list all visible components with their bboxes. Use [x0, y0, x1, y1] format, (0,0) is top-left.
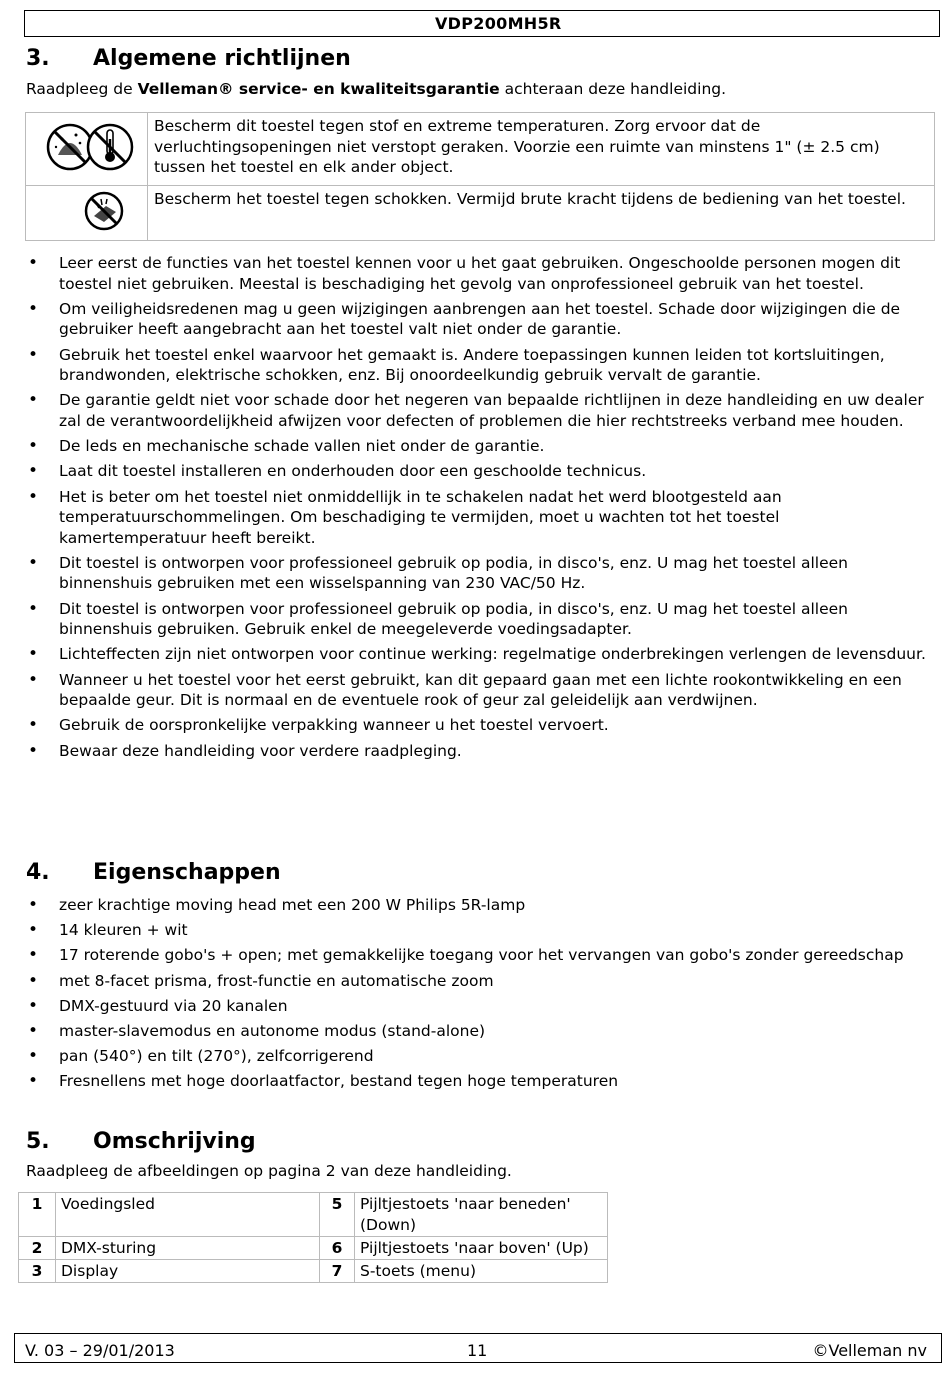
copyright: ©Velleman nv	[812, 1341, 927, 1360]
warning-icon-cell	[26, 185, 148, 241]
shock-icon	[26, 186, 147, 235]
warning-row	[26, 113, 935, 186]
warning-text: Bescherm dit toestel tegen stof en extreme temperaturen. Zorg ervoor dat de verluchtingsopeningen niet verstopt geraken. Voorzie een ruimte van minstens 1" (± 2.5 cm) tussen het toestel en elk ander object.	[148, 113, 935, 186]
part-number: 6	[320, 1237, 355, 1260]
list-item: • Bewaar deze handleiding voor verdere raadpleging.	[26, 741, 926, 762]
section-number: 3.	[26, 46, 50, 71]
list-item: • Wanneer u het toestel voor het eerst gebruikt, kan dit gepaard gaan met een lichte rookontwikkeling en een bepaalde geur. Dit is normaal en de eventuele rook of geur zal geleidelijk aan verdwijnen.	[26, 670, 926, 711]
part-number: 1	[19, 1193, 56, 1237]
list-item: • Leer eerst de functies van het toestel kennen voor u het gaat gebruiken. Ongeschoolde personen mogen dit toestel niet gebruiken. Meestal is beschadiging het gevolg van onprofessioneel gebruik van het toestel.	[26, 253, 926, 294]
section-title: Omschrijving	[93, 1129, 256, 1154]
list-item: • zeer krachtige moving head met een 200 W Philips 5R-lamp	[26, 895, 926, 916]
part-label: DMX-sturing	[56, 1237, 320, 1260]
list-item: • 17 roterende gobo's + open; met gemakkelijke toegang voor het vervangen van gobo's zonder gereedschap	[26, 945, 926, 966]
list-item: • Laat dit toestel installeren en onderhouden door een geschoolde technicus.	[26, 461, 926, 482]
page-footer	[14, 1333, 942, 1363]
list-item: • Lichteffecten zijn niet ontworpen voor continue werking: regelmatige onderbrekingen verlengen de levensduur.	[26, 644, 926, 665]
model-number: VDP200MH5R	[435, 14, 562, 33]
section-3-intro	[26, 79, 726, 100]
intro-text-end: achteraan deze handleiding.	[499, 80, 727, 98]
part-number: 7	[320, 1260, 355, 1283]
list-item: • Om veiligheidsredenen mag u geen wijzigingen aanbrengen aan het toestel. Schade door wijzigingen die de gebruiker heeft aangebracht aan het toestel valt niet onder de garantie.	[26, 299, 926, 340]
section-5-heading	[26, 1129, 256, 1154]
part-label: Pijltjestoets 'naar boven' (Up)	[355, 1237, 608, 1260]
table-row	[19, 1237, 608, 1260]
warning-text: Bescherm het toestel tegen schokken. Vermijd brute kracht tijdens de bediening van het toestel.	[148, 185, 935, 241]
list-item: • master-slavemodus en autonome modus (stand-alone)	[26, 1021, 926, 1042]
intro-text: Raadpleeg de	[26, 80, 138, 98]
list-item: • De leds en mechanische schade vallen niet onder de garantie.	[26, 436, 926, 457]
list-item: • Gebruik het toestel enkel waarvoor het gemaakt is. Andere toepassingen kunnen leiden tot kortsluitingen, brandwonden, elektrische schokken, enz. Bij onoordeelkundig gebruik vervalt de garantie.	[26, 345, 926, 386]
section-4-heading	[26, 860, 281, 885]
list-item: • pan (540°) en tilt (270°), zelfcorrigerend	[26, 1046, 926, 1067]
section-title: Algemene richtlijnen	[93, 46, 351, 71]
page-number: 11	[467, 1341, 488, 1360]
part-label: Voedingsled	[56, 1193, 320, 1237]
part-label: Pijltjestoets 'naar beneden' (Down)	[355, 1193, 608, 1237]
part-label: Display	[56, 1260, 320, 1283]
list-item: • DMX-gestuurd via 20 kanalen	[26, 996, 926, 1017]
part-number: 3	[19, 1260, 56, 1283]
part-label: S-toets (menu)	[355, 1260, 608, 1283]
section-title: Eigenschappen	[93, 860, 281, 885]
table-row	[19, 1260, 608, 1283]
section-number: 4.	[26, 860, 50, 885]
list-item: • De garantie geldt niet voor schade door het negeren van bepaalde richtlijnen in deze handleiding en uw dealer zal de verantwoordelijkheid afwijzen voor defecten of problemen die hier rechtstreeks verband mee houden.	[26, 390, 926, 431]
warning-row	[26, 185, 935, 241]
list-item: • Fresnellens met hoge doorlaatfactor, bestand tegen hoge temperaturen	[26, 1071, 926, 1092]
list-item: • 14 kleuren + wit	[26, 920, 926, 941]
list-item: • Gebruik de oorspronkelijke verpakking wanneer u het toestel vervoert.	[26, 715, 926, 736]
part-number: 5	[320, 1193, 355, 1237]
section-5-intro: Raadpleeg de afbeeldingen op pagina 2 van deze handleiding.	[26, 1162, 512, 1180]
list-item: • Het is beter om het toestel niet onmiddellijk in te schakelen nadat het werd blootgesteld aan temperatuurschommelingen. Om beschadiging te vermijden, moet u wachten tot het toestel kamertemperatuur heeft bereikt.	[26, 487, 926, 549]
parts-table	[18, 1192, 608, 1283]
section-number: 5.	[26, 1129, 50, 1154]
safety-warnings-table	[25, 112, 935, 241]
list-item: • met 8-facet prisma, frost-functie en automatische zoom	[26, 971, 926, 992]
version-date: V. 03 – 29/01/2013	[25, 1341, 175, 1360]
features-list	[26, 895, 926, 1097]
part-number: 2	[19, 1237, 56, 1260]
dust-temperature-icon	[26, 113, 147, 179]
list-item: • Dit toestel is ontworpen voor professioneel gebruik op podia, in disco's, enz. U mag het toestel alleen binnenshuis gebruiken met een wisselspanning van 230 VAC/50 Hz.	[26, 553, 926, 594]
general-guidelines-list	[26, 253, 926, 766]
page-header	[24, 10, 940, 37]
intro-bold-text: Velleman® service- en kwaliteitsgarantie	[137, 80, 500, 98]
table-row	[19, 1193, 608, 1237]
list-item: • Dit toestel is ontworpen voor professioneel gebruik op podia, in disco's, enz. U mag het toestel alleen binnenshuis gebruiken. Gebruik enkel de meegeleverde voedingsadapter.	[26, 599, 926, 640]
warning-icon-cell	[26, 113, 148, 186]
section-3-heading	[26, 46, 351, 71]
